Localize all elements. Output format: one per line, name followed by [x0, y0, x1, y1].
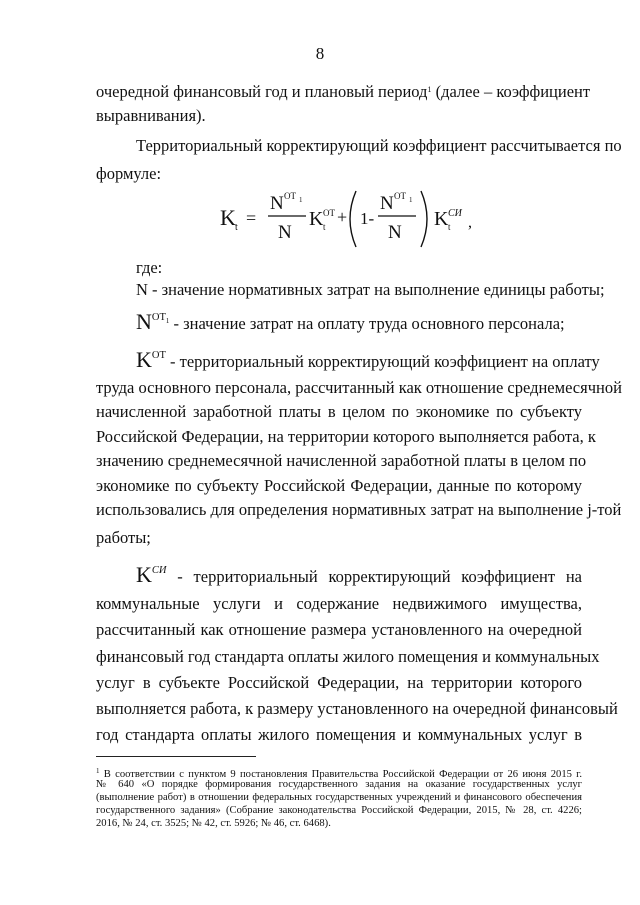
- def-kot-line: использовались для определения нормативных затрат на выполнение j-той: [96, 500, 622, 519]
- footnote-mark: 1: [96, 767, 100, 775]
- text: очередной финансовый год и плановый период: [96, 82, 428, 101]
- symbol-k: K: [136, 347, 152, 372]
- paren-right: [421, 191, 427, 247]
- symbol-sup: СИ: [151, 565, 167, 576]
- footnote-line: государственного задания» (Собрание законодательства Российской Федерации, 2015, № 28, ст. 4226;: [96, 805, 582, 816]
- def-kot-line: труда основного персонала, рассчитанный как отношение среднемесячной: [96, 378, 622, 397]
- text: - территориальный корректирующий коэффициент на оплату: [165, 352, 600, 371]
- formula-eq: =: [246, 208, 257, 228]
- def-kot-line: начисленной заработной платы в целом по экономике по субъекту: [96, 402, 582, 421]
- formula-k3-sub: t: [448, 222, 451, 232]
- formula-k2: K: [309, 208, 324, 230]
- symbol-sup: OT1: [151, 312, 170, 326]
- footnote-rule: [96, 756, 256, 757]
- formula-k2-sup: OT: [323, 208, 335, 218]
- formula-ot: OT: [284, 191, 296, 201]
- formula-k: K: [220, 205, 236, 230]
- formula-plus: +: [337, 207, 348, 227]
- text: - территориальный корректирующий коэффициент на: [166, 567, 582, 586]
- def-ksi-line: рассчитанный как отношение размера установленного на очередной: [96, 620, 582, 639]
- def-ksi-line: выполняется работа, к размеру установленного на очередной финансовый: [96, 699, 618, 718]
- def-kot-line: Российской Федерации, на территории которого выполняется работа, к: [96, 427, 596, 446]
- formula-n-den2: N: [388, 222, 402, 243]
- def-n: N - значение нормативных затрат на выполнение единицы работы;: [136, 280, 605, 299]
- formula-n-den: N: [278, 222, 292, 243]
- page-number: 8: [315, 44, 325, 63]
- formula-ot2: OT: [394, 191, 406, 201]
- footnote-line: 2016, № 24, ст. 3525; № 42, ст. 5926; № 46, ст. 6468).: [96, 818, 331, 829]
- def-kot-line: значению среднемесячной начисленной заработной платы в целом по: [96, 451, 587, 470]
- def-ksi-line1: [136, 561, 582, 587]
- para2-line1: Территориальный корректирующий коэффициент рассчитывается по: [136, 136, 622, 155]
- formula-k3-sup: СИ: [448, 208, 462, 219]
- formula-k-sub: t: [235, 222, 238, 233]
- text: (далее – коэффициент: [431, 82, 591, 101]
- text: - значение затрат на оплату труда основного персонала;: [169, 314, 565, 333]
- def-ksi-line: финансовый год стандарта оплаты жилого помещения и коммунальных: [96, 647, 600, 666]
- symbol-k: K: [136, 562, 152, 587]
- def-kot-line: работы;: [96, 528, 151, 547]
- def-kot-line1: [136, 346, 600, 372]
- symbol-n: N: [136, 309, 152, 334]
- formula: [220, 185, 480, 255]
- def-not: [136, 308, 582, 334]
- para1-line2: выравнивания).: [96, 106, 206, 125]
- footnote-line: (выполнение работ) в отношении федеральных государственных учреждений и финансового обеспечения: [96, 792, 582, 803]
- formula-one-minus: 1-: [360, 209, 375, 228]
- formula-k3: K: [434, 208, 449, 230]
- def-ksi-line: год стандарта оплаты жилого помещения и коммунальных услуг в: [96, 725, 582, 744]
- para2-line2: формуле:: [96, 164, 162, 183]
- para1-line1: [96, 80, 591, 102]
- formula-ot-sub: 1: [299, 196, 303, 204]
- footnote-line: № 640 «О порядке формирования государственного задания на оказание государственных услуг: [96, 779, 582, 790]
- def-ksi-line: услуг в субъекте Российской Федерации, на территории которого: [96, 673, 582, 692]
- formula-k2-sub: t: [323, 222, 326, 232]
- formula-n-num2: N: [380, 193, 394, 214]
- text: В соответствии с пунктом 9 постановления Правительства Российской Федерации от 26 июня 2015 г.: [99, 769, 582, 780]
- def-ksi-line: коммунальные услуги и содержание недвижимого имущества,: [96, 594, 582, 613]
- footnote-ref: 1: [427, 85, 432, 94]
- formula-n-num: N: [270, 193, 284, 214]
- def-kot-line: экономике по субъекту Российской Федерации, данные по которому: [96, 476, 582, 495]
- formula-comma: ,: [468, 214, 472, 231]
- paren-left: [350, 191, 356, 247]
- symbol-sup: OT: [151, 350, 166, 361]
- formula-ot2-sub: 1: [409, 196, 413, 204]
- where-label: где:: [136, 258, 163, 277]
